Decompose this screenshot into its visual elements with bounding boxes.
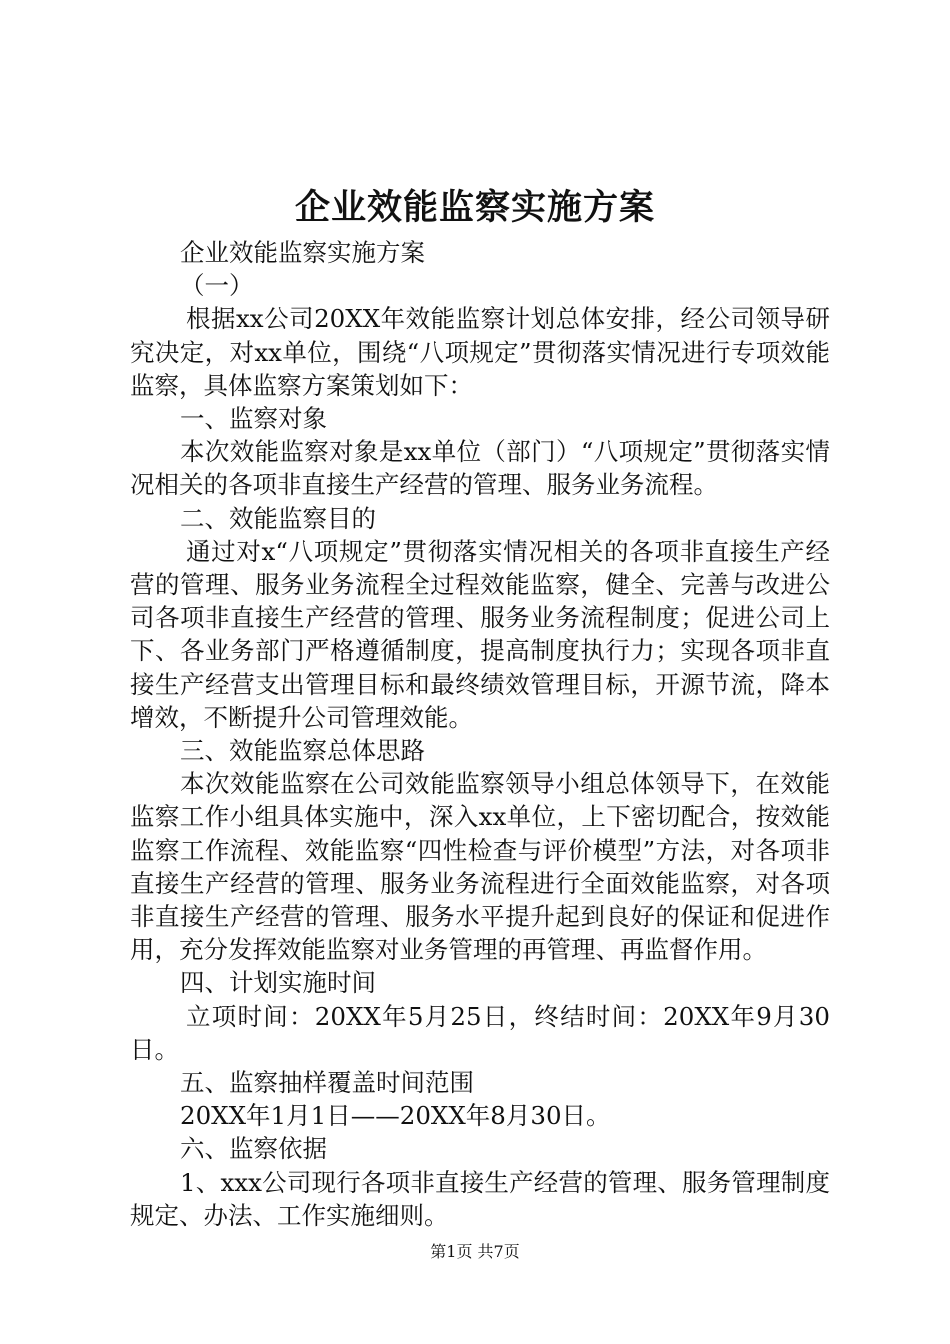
paragraph-2: 通过对x“八项规定”贯彻落实情况相关的各项非直接生产经营的管理、服务业务流程全过程效能监察，健全、完善与改进公司各项非直接生产经营的管理、服务业务流程制度；促进公司上下、各业务部门严格遵循制度，提高制度执行力；实现各项非直接生产经营支出管理目标和最终绩效管理目标，开源节流，降本增效，不断提升公司管理效能。 [130,536,830,732]
subtitle-paragraph: 企业效能监察实施方案 [180,238,425,267]
heading-5: 五、监察抽样覆盖时间范围 [180,1068,474,1098]
heading-3: 三、效能监察总体思路 [180,736,425,766]
paragraph-3: 本次效能监察在公司效能监察领导小组总体领导下，在效能监察工作小组具体实施中，深入xx单位，上下密切配合，按效能监察工作流程、效能监察“四性检查与评价模型”方法，对各项非直接生产经营的管理、服务业务流程进行全面效能监察，对各项非直接生产经营的管理、服务水平提升起到良好的保证和促进作用，充分发挥效能监察对业务管理的再管理、再监督作用。 [130,769,830,965]
section-number: （一） [180,271,254,301]
document-body [130,236,830,1232]
heading-4: 四、计划实施时间 [180,968,376,998]
heading-2: 二、效能监察目的 [180,503,376,533]
paragraph-1: 本次效能监察对象是xx单位（部门）“八项规定”贯彻落实情况相关的各项非直接生产经营的管理、服务业务流程。 [130,437,830,500]
paragraph-4: 立项时间：20XX年5月25日，终结时间：20XX年9月30日。 [130,1001,830,1064]
page-number: 第1页 共7页 [430,1242,520,1261]
paragraph-5: 20XX年1月1日——20XX年8月30日。 [180,1101,611,1131]
paragraph-6: 1、xxx公司现行各项非直接生产经营的管理、服务管理制度规定、办法、工作实施细则。 [130,1167,830,1230]
document-title: 企业效能监察实施方案 [294,187,655,228]
intro-paragraph: 根据xx公司20XX年效能监察计划总体安排，经公司领导研究决定，对xx单位，围绕“八项规定”贯彻落实情况进行专项效能监察，具体监察方案策划如下： [130,304,830,400]
heading-6: 六、监察依据 [180,1134,327,1164]
heading-1: 一、监察对象 [180,404,327,434]
